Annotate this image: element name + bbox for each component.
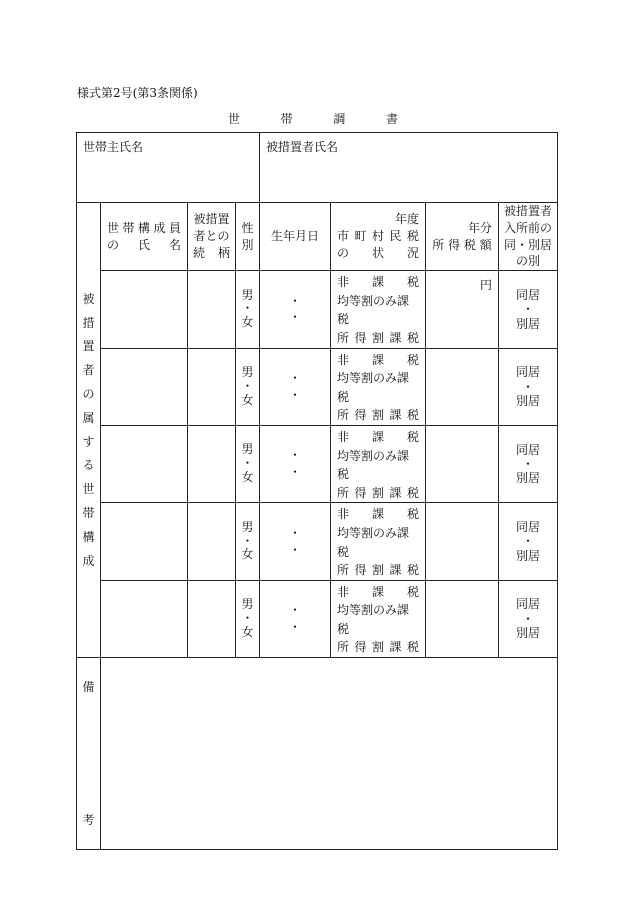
relationship-cell[interactable] xyxy=(188,271,236,348)
member-row xyxy=(77,503,558,580)
member-name-cell[interactable] xyxy=(101,503,188,580)
remarks-char: 考 xyxy=(82,812,95,827)
member-row xyxy=(77,580,558,657)
section-char: 措 xyxy=(82,315,95,330)
cohabitation-cell[interactable]: 同居 ・ 別居 xyxy=(499,503,558,580)
section-char: る xyxy=(82,458,95,473)
document-title xyxy=(228,110,398,127)
title-char: 調 xyxy=(333,112,346,126)
relationship-cell[interactable] xyxy=(188,425,236,502)
income-tax-cell[interactable] xyxy=(426,580,499,657)
section-char: す xyxy=(82,434,95,449)
cohabitation-cell[interactable]: 同居 ・ 別居 xyxy=(499,348,558,425)
section-char: の xyxy=(82,386,95,401)
member-name-cell[interactable] xyxy=(101,425,188,502)
income-tax-header: 年分 所 得 税 額 xyxy=(426,203,499,271)
household-survey-table xyxy=(76,132,558,850)
section-char: 成 xyxy=(82,553,95,568)
municipal-tax-cell[interactable]: 非 課 税 均等割のみ課税 所 得 割 課 税 xyxy=(331,271,426,348)
member-row xyxy=(77,425,558,502)
income-tax-cell[interactable] xyxy=(426,271,499,348)
relationship-cell[interactable] xyxy=(188,580,236,657)
income-tax-cell[interactable] xyxy=(426,348,499,425)
sex-cell[interactable]: 男 ・ 女 xyxy=(236,503,260,580)
title-char: 帯 xyxy=(280,112,293,126)
municipal-tax-cell[interactable]: 非 課 税 均等割のみ課税 所 得 割 課 税 xyxy=(331,348,426,425)
birth-date-header: 生年月日 xyxy=(260,203,331,271)
income-tax-cell[interactable] xyxy=(426,503,499,580)
municipal-tax-header: 年度 市 町 村 民 税 の 状 況 xyxy=(331,203,426,271)
section-char: 被 xyxy=(82,291,95,306)
cohabitation-header: 被措置者 入所前の 同・別居 の別 xyxy=(499,203,558,271)
member-name-cell[interactable] xyxy=(101,271,188,348)
householder-name-cell[interactable] xyxy=(77,133,260,203)
relationship-cell[interactable] xyxy=(188,348,236,425)
sex-cell[interactable]: 男 ・ 女 xyxy=(236,271,260,348)
section-char: 属 xyxy=(82,410,95,425)
birth-date-cell[interactable]: ・ ・ xyxy=(260,503,331,580)
title-char: 書 xyxy=(385,112,398,126)
birth-date-cell[interactable]: ・ ・ xyxy=(260,271,331,348)
cohabitation-cell[interactable]: 同居 ・ 別居 xyxy=(499,271,558,348)
yen-unit: 円 xyxy=(480,278,493,293)
member-row xyxy=(77,348,558,425)
title-char: 世 xyxy=(228,112,241,126)
relationship-header: 被措置 者との 続 柄 xyxy=(188,203,236,271)
household-composition-section-label xyxy=(77,203,101,658)
sex-header: 性 別 xyxy=(236,203,260,271)
section-char: 構 xyxy=(82,529,95,544)
remarks-char: 備 xyxy=(82,679,95,694)
birth-date-cell[interactable]: ・ ・ xyxy=(260,580,331,657)
cohabitation-cell[interactable]: 同居 ・ 別居 xyxy=(499,580,558,657)
section-char: 帯 xyxy=(82,505,95,520)
householder-name-label: 世帯主氏名 xyxy=(83,140,144,154)
birth-date-cell[interactable]: ・ ・ xyxy=(260,425,331,502)
sex-cell[interactable]: 男 ・ 女 xyxy=(236,580,260,657)
remarks-field[interactable] xyxy=(101,658,558,850)
municipal-tax-cell[interactable]: 非 課 税 均等割のみ課税 所 得 割 課 税 xyxy=(331,503,426,580)
section-char: 者 xyxy=(82,363,95,378)
section-char: 置 xyxy=(82,339,95,354)
relationship-cell[interactable] xyxy=(188,503,236,580)
member-name-cell[interactable] xyxy=(101,580,188,657)
remarks-label xyxy=(77,658,101,850)
form-number-label: 様式第2号(第3条関係) xyxy=(77,86,198,100)
municipal-tax-cell[interactable]: 非 課 税 均等割のみ課税 所 得 割 課 税 xyxy=(331,580,426,657)
income-tax-cell[interactable] xyxy=(426,425,499,502)
member-row xyxy=(77,271,558,348)
sex-cell[interactable]: 男 ・ 女 xyxy=(236,348,260,425)
member-name-cell[interactable] xyxy=(101,348,188,425)
cohabitation-cell[interactable]: 同居 ・ 別居 xyxy=(499,425,558,502)
section-char: 世 xyxy=(82,482,95,497)
member-name-header: 世 帯 構 成 員 の 氏 名 xyxy=(101,203,188,271)
municipal-tax-cell[interactable]: 非 課 税 均等割のみ課税 所 得 割 課 税 xyxy=(331,425,426,502)
insured-person-name-cell[interactable] xyxy=(260,133,558,203)
birth-date-cell[interactable]: ・ ・ xyxy=(260,348,331,425)
insured-person-name-label: 被措置者氏名 xyxy=(266,140,339,154)
sex-cell[interactable]: 男 ・ 女 xyxy=(236,425,260,502)
